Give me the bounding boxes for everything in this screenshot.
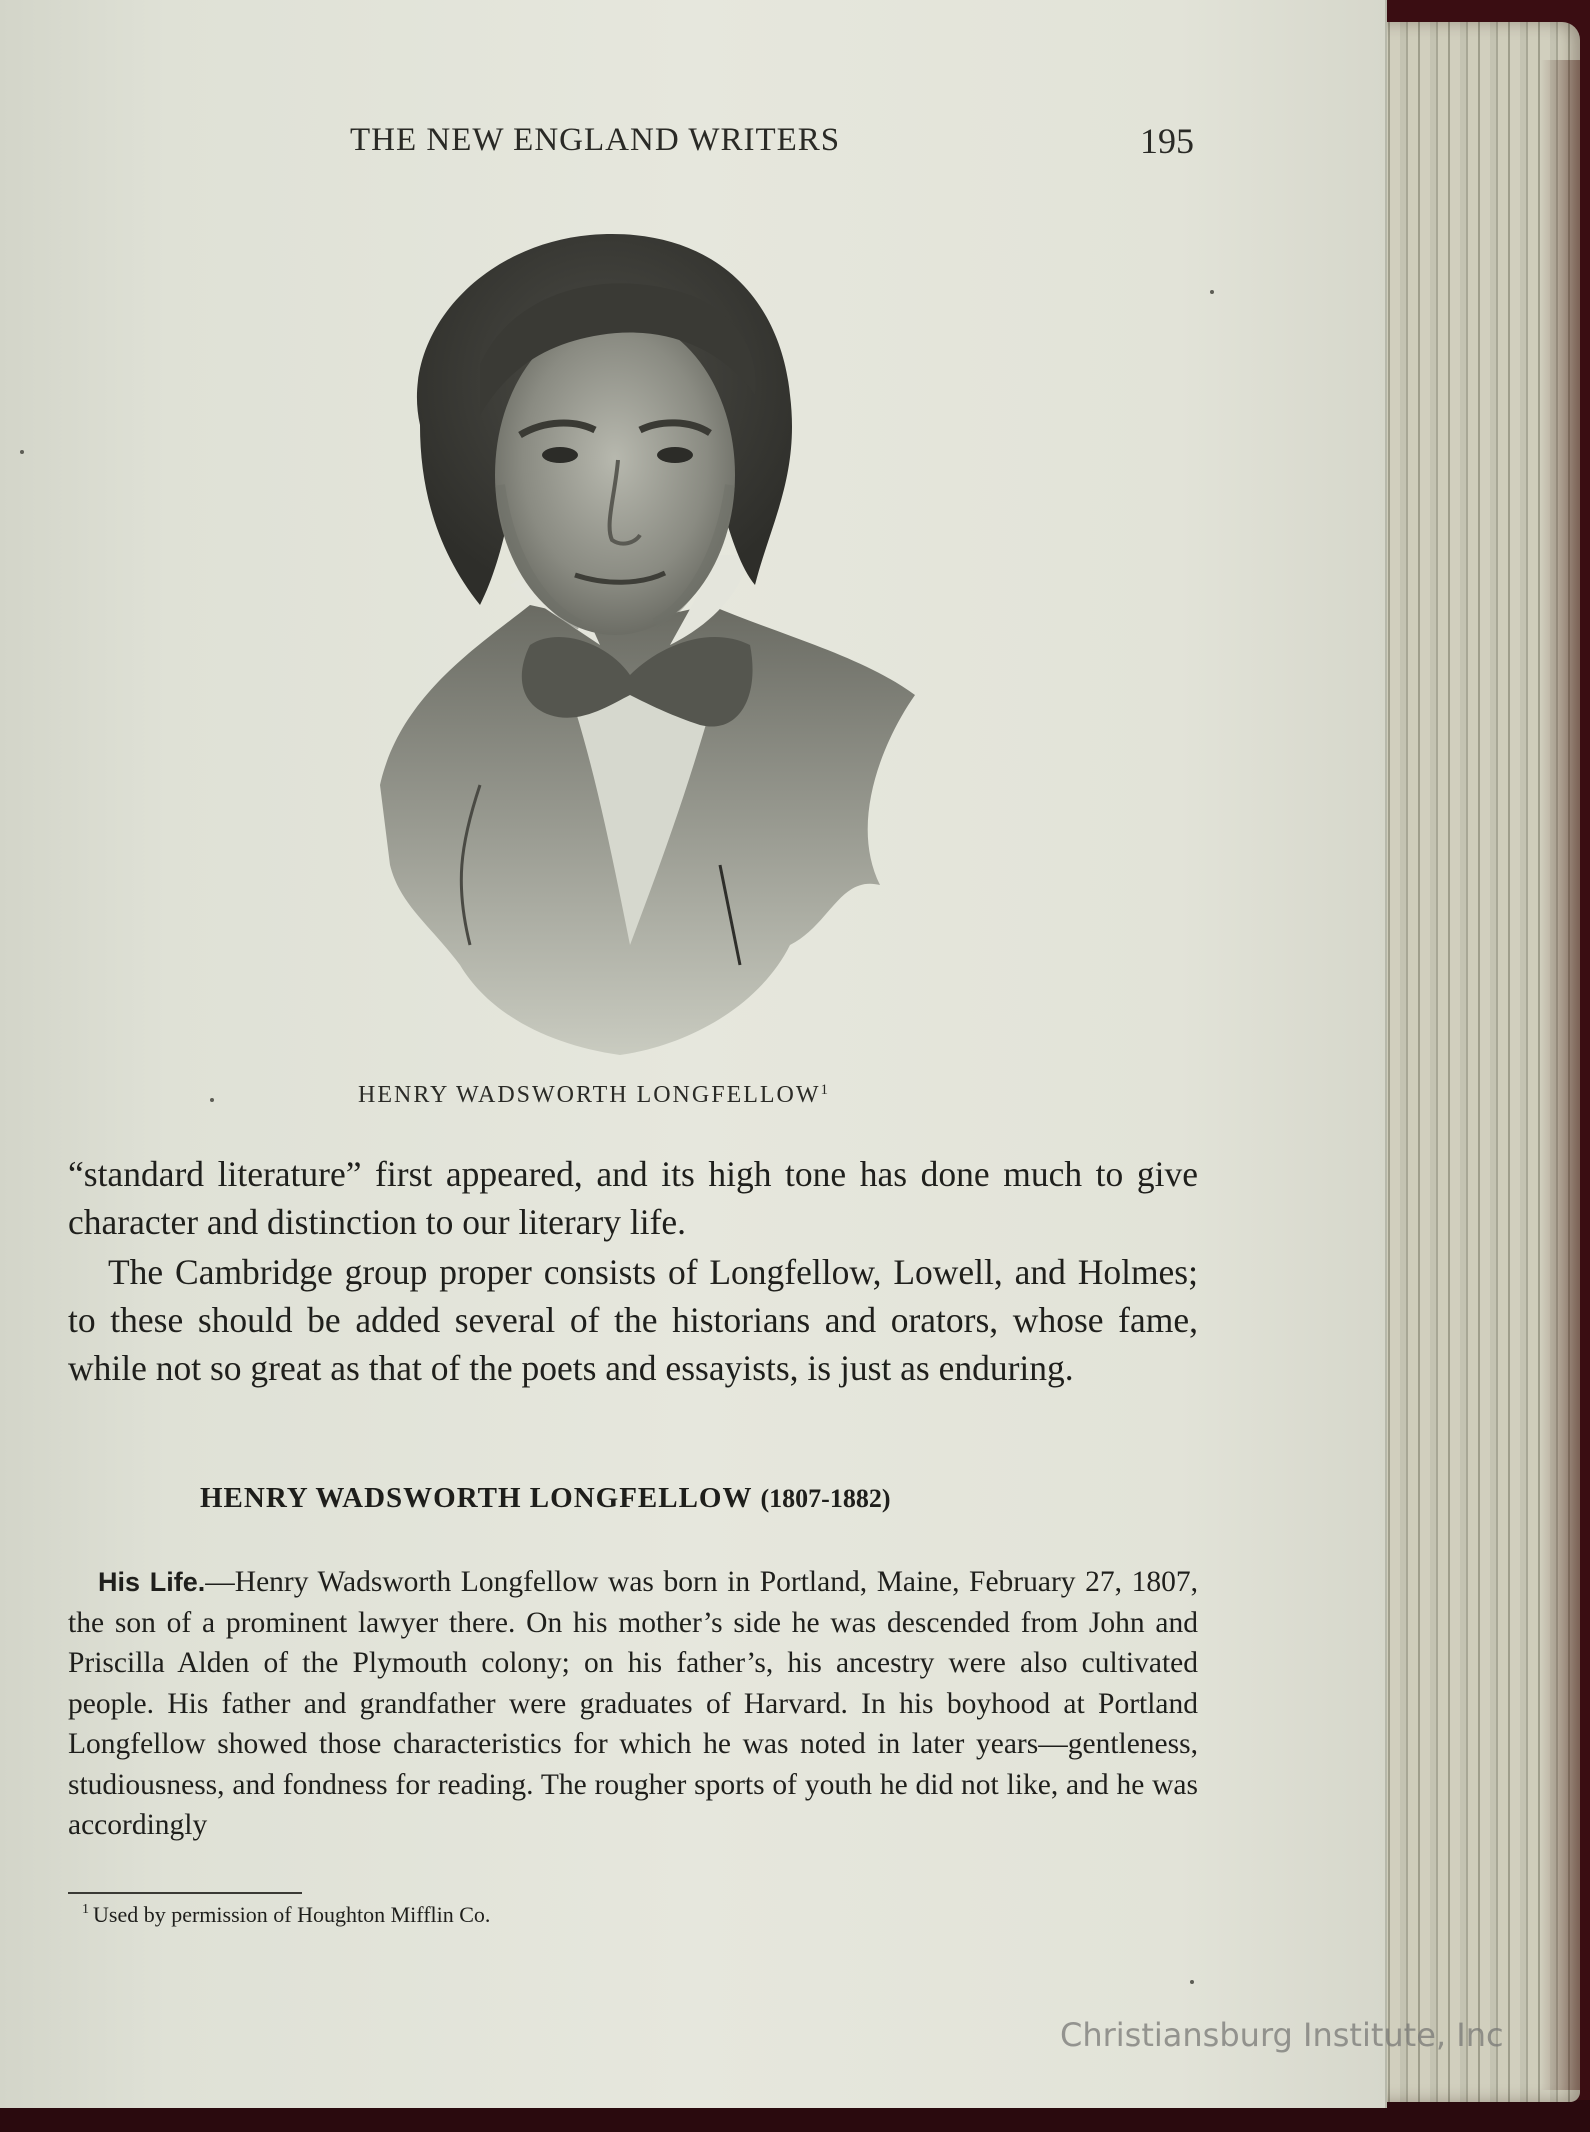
section-heading: HENRY WADSWORTH LONGFELLOW (1807-1882) xyxy=(200,1482,891,1514)
section-dates: (1807-1882) xyxy=(760,1484,891,1513)
watermark: Christiansburg Institute, Inc xyxy=(1060,2016,1504,2054)
paragraph-his-life xyxy=(68,1562,1198,1846)
footnote-mark: 1 xyxy=(82,1902,89,1917)
speck xyxy=(1190,1980,1194,1984)
footnote-text: Used by permission of Houghton Mifflin Co. xyxy=(93,1902,491,1927)
speck xyxy=(1210,290,1214,294)
speck xyxy=(20,450,24,454)
paragraph-cambridge-group: The Cambridge group proper consists of Longfellow, Lowell, and Holmes; to these should be added several of the historians and orators, whose fame, while not so great as that of the poets and essayists, is just as enduring. xyxy=(68,1252,1198,1388)
speck xyxy=(210,1098,214,1102)
longfellow-portrait xyxy=(360,225,920,1065)
footnote-rule xyxy=(68,1892,302,1894)
figure-caption: HENRY WADSWORTH LONGFELLOW$^1$ xyxy=(358,1082,829,1108)
paragraph-standard-literature: “standard literature” first appeared, and its high tone has done much to give character and distinction to our literary life. xyxy=(68,1154,1198,1242)
his-life-text: —Henry Wadsworth Longfellow was born in Portland, Maine, February 27, 1807, the son of a prominent lawyer there. On his mother’s side he was descended from John and Priscilla Alden of the Plymouth colony; on his father’s, his ancestry were also cultivated people. His father and grandfather were graduates of Harvard. In his boyhood at Portland Longfellow showed those characteristics for which he was noted in later years—gentleness, studiousness, and fondness for reading. The rougher sports of youth he did not like, and he was accordingly xyxy=(68,1566,1198,1841)
page-number: 195 xyxy=(1140,121,1194,161)
caption-footnote-mark: 1 xyxy=(820,1082,829,1098)
footnote xyxy=(82,1902,490,1928)
page-edges-shadow xyxy=(1540,60,1580,2090)
running-head: THE NEW ENGLAND WRITERS xyxy=(350,122,841,158)
his-life-label: His Life. xyxy=(98,1567,206,1597)
